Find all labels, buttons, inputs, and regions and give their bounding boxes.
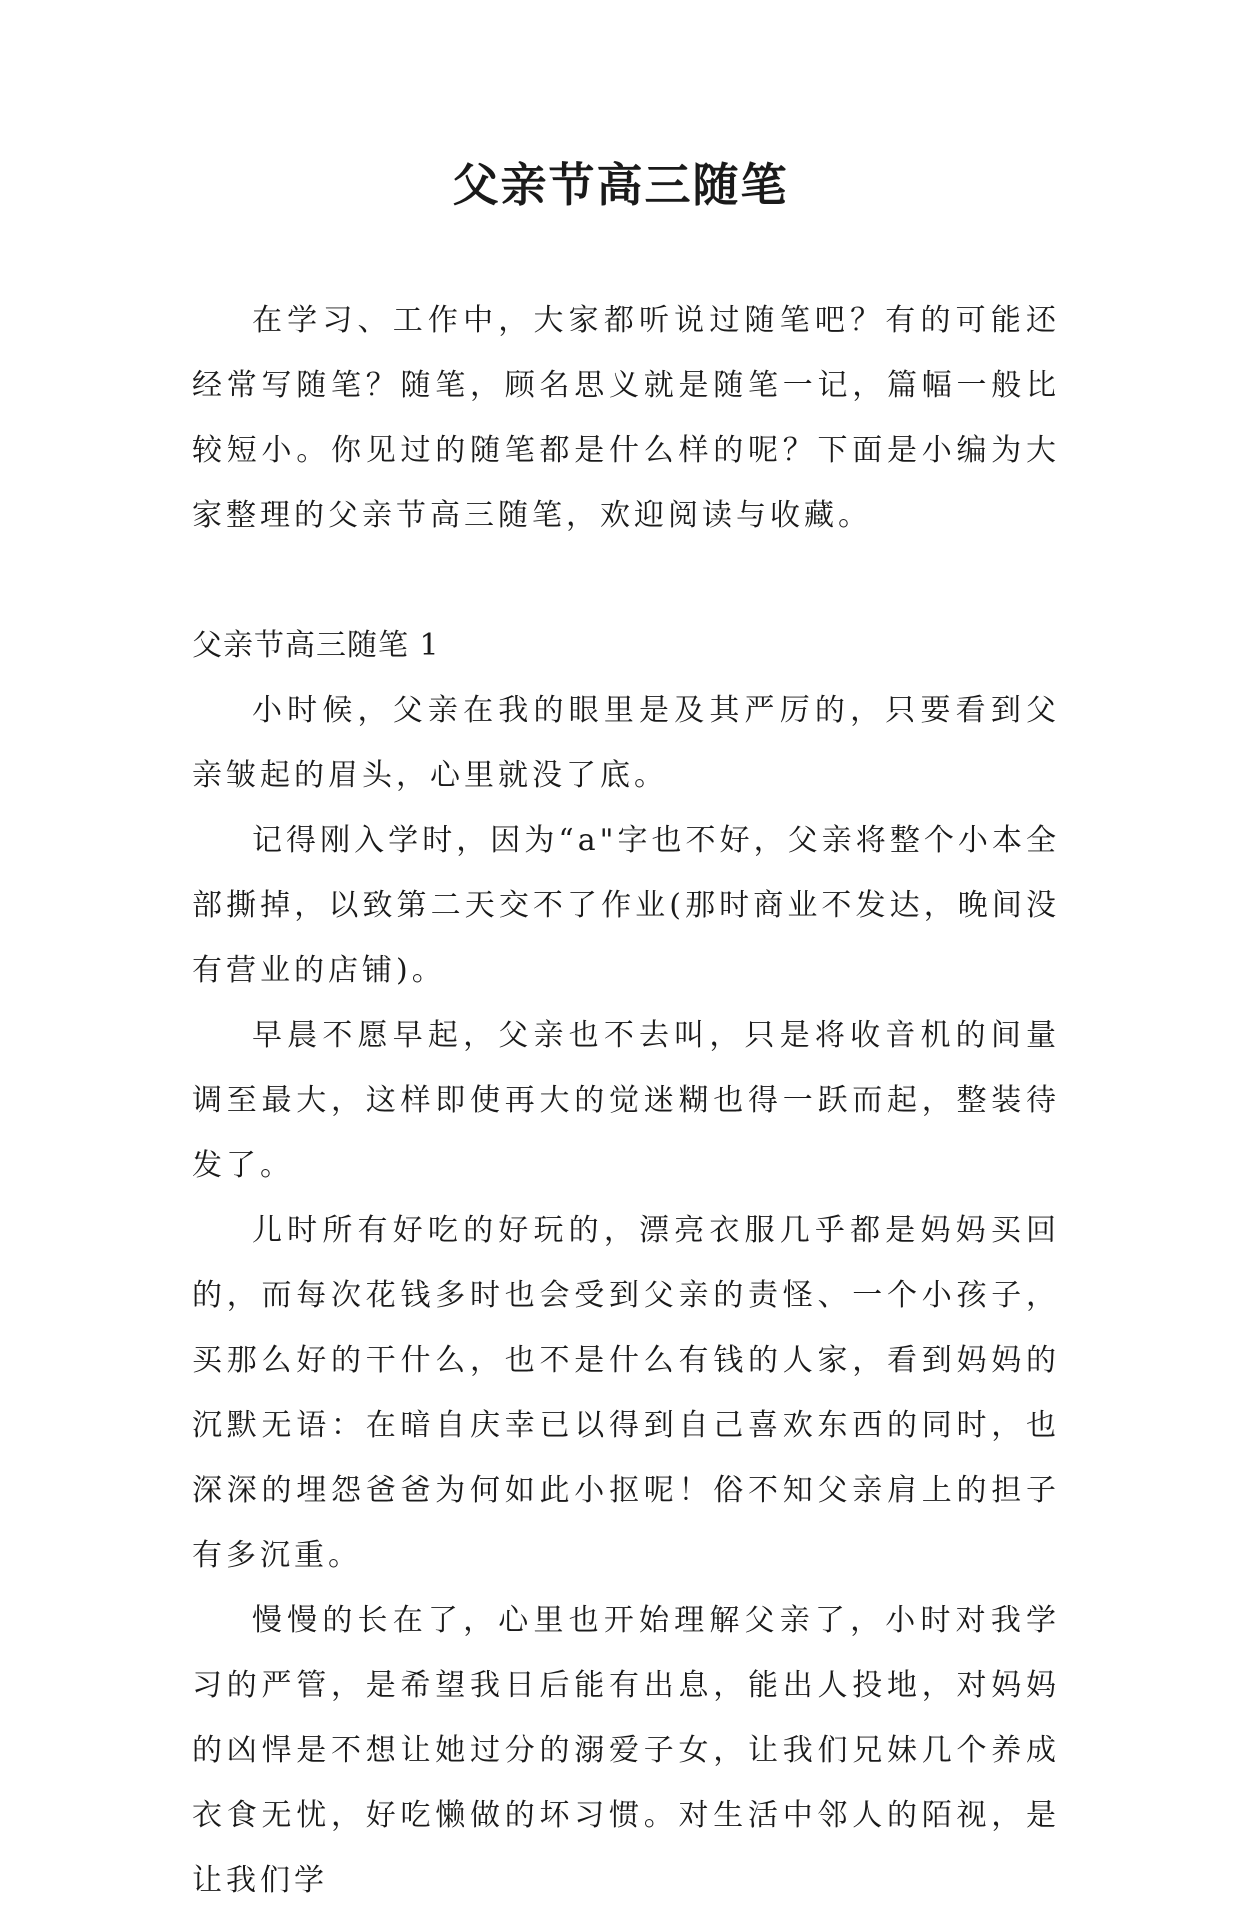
body-paragraph: 慢慢的长在了，心里也开始理解父亲了，小时对我学习的严管，是希望我日后能有出息，能出人投地，对妈妈的凶悍是不想让她过分的溺爱子女，让我们兄妹几个养成衣食无忧，好吃懒做的坏习惯。对生活中邻人的陌视，是让我们学 [192,1603,1060,1898]
body-paragraph: 早晨不愿早起，父亲也不去叫，只是将收音机的间量调至最大，这样即使再大的觉迷糊也得一跃而起，整装待发了。 [192,1018,1060,1183]
body-paragraph: 小时候，父亲在我的眼里是及其严厉的，只要看到父亲皱起的眉头，心里就没了底。 [192,693,1060,793]
body-paragraph: 儿时所有好吃的好玩的，漂亮衣服几乎都是妈妈买回的，而每次花钱多时也会受到父亲的责怪、一个小孩子，买那么好的干什么，也不是什么有钱的人家，看到妈妈的沉默无语：在暗自庆幸已以得到自己喜欢东西的同时，也深深的埋怨爸爸为何如此小抠呢！俗不知父亲肩上的担子有多沉重。 [192,1213,1060,1573]
body-paragraph: 记得刚入学时，因为“a"字也不好，父亲将整个小本全部撕掉，以致第二天交不了作业(那时商业不发达，晚间没有营业的店铺)。 [192,823,1060,988]
section-heading: 父亲节高三随笔 1 [192,628,440,663]
document-body [192,288,1060,1913]
document-title: 父亲节高三随笔 [452,158,789,212]
intro-paragraph: 在学习、工作中，大家都听说过随笔吧？有的可能还经常写随笔？随笔，顾名思义就是随笔一记，篇幅一般比较短小。你见过的随笔都是什么样的呢？下面是小编为大家整理的父亲节高三随笔，欢迎阅读与收藏。 [192,303,1060,533]
